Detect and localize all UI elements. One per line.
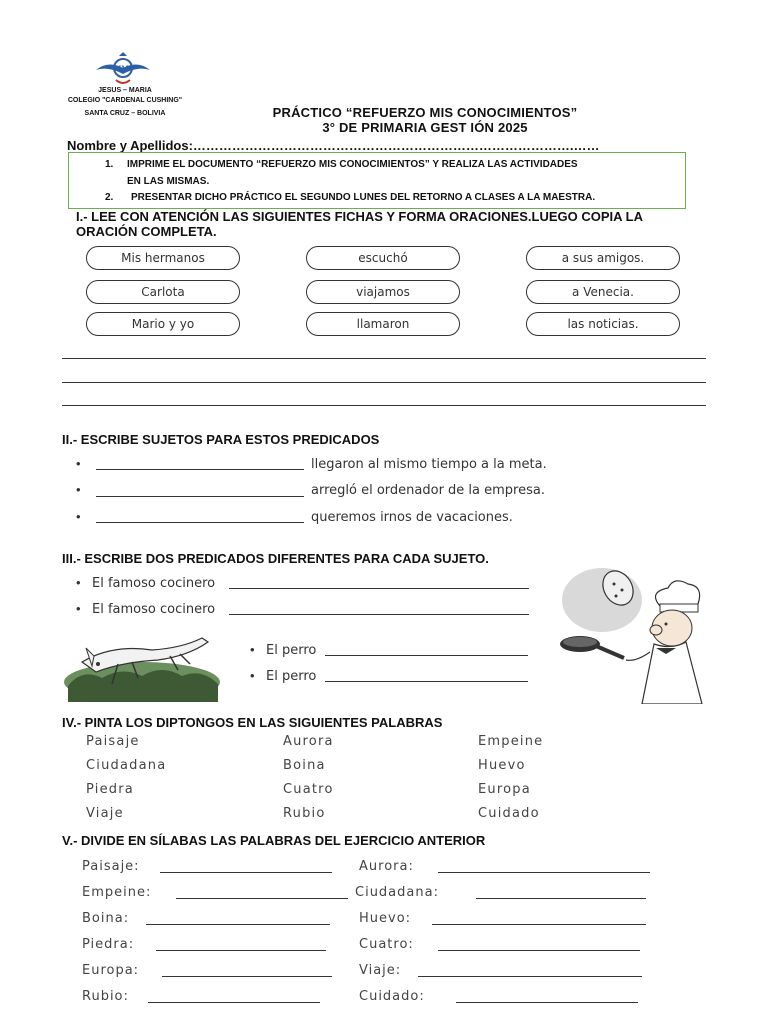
name-field[interactable]: Nombre y Apellidos:…………………………………………………………………………….…… [67, 138, 600, 153]
instruction-2-text: PRESENTAR DICHO PRÁCTICO EL SEGUNDO LUNES DEL RETORNO A CLASES A LA MAESTRA. [131, 192, 596, 203]
syllable-answer-line[interactable] [456, 1002, 638, 1003]
syllable-answer-line[interactable] [432, 924, 646, 925]
answer-line[interactable] [62, 358, 706, 359]
answer-line[interactable] [62, 382, 706, 383]
school-logo [92, 50, 154, 88]
school-line-1: JESUS – MARIA [98, 87, 152, 94]
bullet: • [76, 575, 81, 590]
section-5-title: V.- DIVIDE EN SÍLABAS LAS PALABRAS DEL EJERCICIO ANTERIOR [62, 833, 486, 848]
word: Cuatro [283, 782, 334, 797]
bullet: • [250, 642, 255, 657]
word: Boina [283, 758, 326, 773]
word: Viaje [86, 806, 124, 821]
word-card: viajamos [306, 280, 460, 304]
syllable-answer-line[interactable] [176, 898, 348, 899]
instructions-box [68, 152, 686, 209]
predicate-text: queremos irnos de vacaciones. [311, 510, 513, 525]
syllable-answer-line[interactable] [160, 872, 332, 873]
word: Huevo [478, 758, 526, 773]
section-1-title [76, 209, 643, 239]
section-3-title: III.- ESCRIBE DOS PREDICADOS DIFERENTES PARA CADA SUJETO. [62, 551, 489, 566]
syllable-answer-line[interactable] [146, 924, 330, 925]
syllable-answer-line[interactable] [418, 976, 642, 977]
subject-text: El perro [266, 643, 317, 658]
syllable-label: Boina: [82, 911, 130, 926]
word-card: a sus amigos. [526, 246, 680, 270]
syllable-answer-line[interactable] [438, 872, 650, 873]
title-line-1: PRÁCTICO “REFUERZO MIS CONOCIMIENTOS” [272, 105, 578, 120]
word-card: Mario y yo [86, 312, 240, 336]
syllable-label: Huevo: [359, 911, 412, 926]
school-line-2: COLEGIO "CARDENAL CUSHING" [67, 97, 183, 104]
bullet: • [76, 482, 81, 497]
syllable-label: Ciudadana: [355, 885, 439, 900]
section-1-title-line-1: I.- LEE CON ATENCIÓN LAS SIGUIENTES FICHAS Y FORMA ORACIONES.LUEGO COPIA LA [76, 209, 643, 224]
predicate-answer-line[interactable] [325, 681, 528, 682]
section-1-title-line-2: ORACIÓN COMPLETA. [76, 224, 217, 239]
word-card: las noticias. [526, 312, 680, 336]
dog-jumping-illustration [62, 626, 222, 702]
predicate-answer-line[interactable] [229, 614, 529, 615]
instruction-2-num: 2. [105, 192, 114, 203]
subject-answer-line[interactable] [96, 469, 304, 470]
syllable-label: Viaje: [359, 963, 402, 978]
syllable-answer-line[interactable] [148, 1002, 320, 1003]
syllable-label: Paisaje: [82, 859, 140, 874]
syllable-answer-line[interactable] [162, 976, 332, 977]
bullet: • [76, 601, 81, 616]
word: Ciudadana [86, 758, 167, 773]
subject-text: El perro [266, 669, 317, 684]
word: Rubio [283, 806, 326, 821]
section-4-title: IV.- PINTA LOS DIPTONGOS EN LAS SIGUIENTES PALABRAS [62, 715, 443, 730]
syllable-label: Aurora: [359, 859, 414, 874]
word-card: escuchó [306, 246, 460, 270]
syllable-label: Cuidado: [359, 989, 425, 1004]
instruction-1-num: 1. [105, 159, 114, 170]
predicate-text: llegaron al mismo tiempo a la meta. [311, 457, 547, 472]
syllable-label: Europa: [82, 963, 140, 978]
syllable-label: Cuatro: [359, 937, 414, 952]
chef-illustration [556, 566, 708, 704]
subject-text: El famoso cocinero [92, 576, 216, 591]
svg-text:JM: JM [117, 64, 129, 73]
bullet: • [76, 509, 81, 524]
syllable-answer-line[interactable] [156, 950, 326, 951]
bullet: • [76, 456, 81, 471]
word-card: llamaron [306, 312, 460, 336]
word: Empeine [478, 734, 544, 749]
answer-line[interactable] [62, 405, 706, 406]
school-name [60, 86, 190, 119]
subject-answer-line[interactable] [96, 522, 304, 523]
word: Paisaje [86, 734, 140, 749]
word-card: Mis hermanos [86, 246, 240, 270]
bullet: • [250, 668, 255, 683]
title-line-2: 3° DE PRIMARIA GEST IÓN 2025 [322, 120, 528, 135]
page-title [200, 105, 650, 135]
instruction-1-text-cont: EN LAS MISMAS. [127, 176, 210, 187]
instruction-1-text: IMPRIME EL DOCUMENTO “REFUERZO MIS CONOCIMIENTOS” Y REALIZA LAS ACTIVIDADES [127, 159, 578, 170]
word: Aurora [283, 734, 334, 749]
school-line-3: SANTA CRUZ – BOLIVIA [84, 110, 166, 117]
syllable-answer-line[interactable] [438, 950, 640, 951]
syllable-label: Piedra: [82, 937, 135, 952]
word-card: Carlota [86, 280, 240, 304]
word: Europa [478, 782, 531, 797]
word: Cuidado [478, 806, 540, 821]
predicate-answer-line[interactable] [325, 655, 528, 656]
syllable-label: Rubio: [82, 989, 129, 1004]
syllable-answer-line[interactable] [476, 898, 646, 899]
word: Piedra [86, 782, 134, 797]
word-card: a Venecia. [526, 280, 680, 304]
subject-text: El famoso cocinero [92, 602, 216, 617]
syllable-label: Empeine: [82, 885, 152, 900]
predicate-answer-line[interactable] [229, 588, 529, 589]
section-2-title: II.- ESCRIBE SUJETOS PARA ESTOS PREDICADOS [62, 432, 380, 447]
predicate-text: arregló el ordenador de la empresa. [311, 483, 545, 498]
subject-answer-line[interactable] [96, 496, 304, 497]
